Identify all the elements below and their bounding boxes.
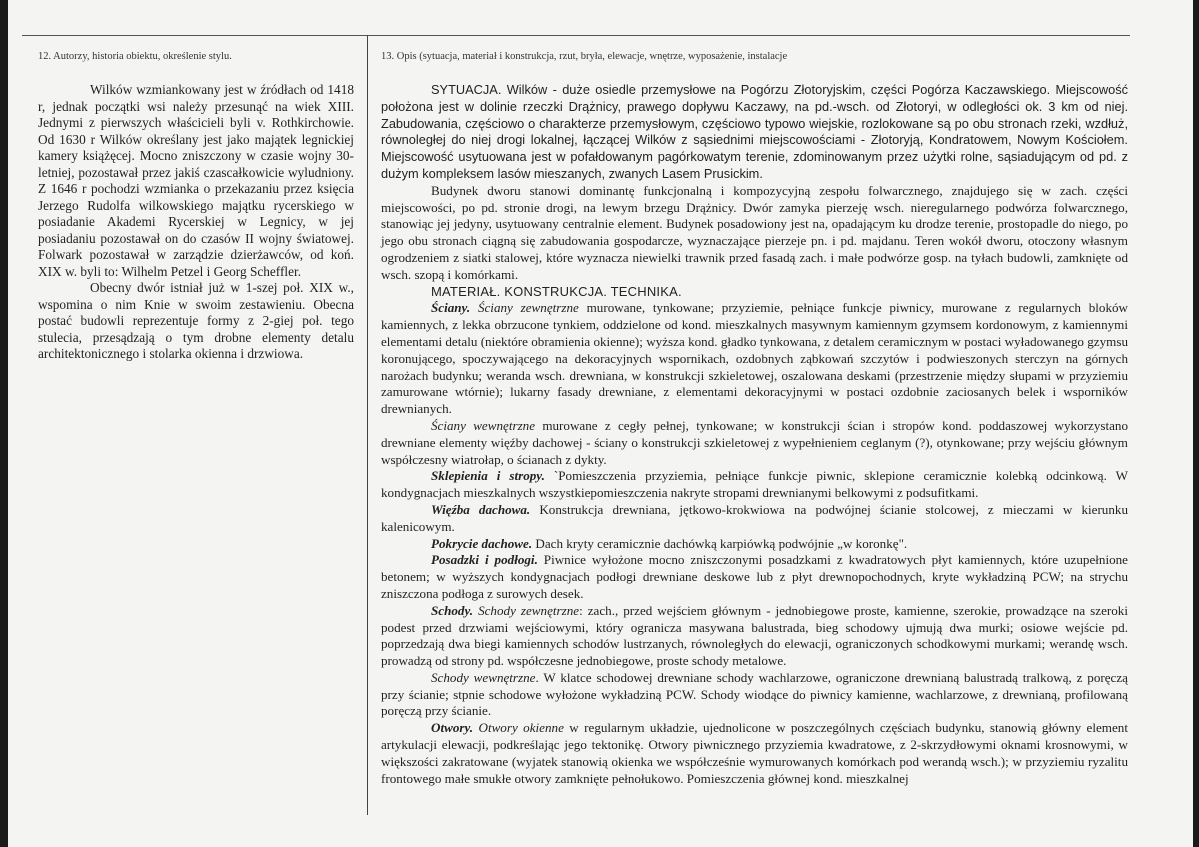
roof-truss-label: Więźba dachowa. — [431, 501, 531, 517]
scan-edge-left — [0, 0, 8, 847]
stairs-paragraph — [381, 603, 1128, 670]
section-12-header: 12. Autorzy, historia obiektu, określenie stylu. — [38, 51, 232, 62]
window-openings-label: Otwory okienne — [478, 720, 564, 736]
top-rule — [22, 35, 1130, 36]
history-paragraph-1: Wilków wzmiankowany jest w źródłach od 1418 r, jednak początki wsi należy przesunąć na wiek XIII. Jednymi z pierwszych właścicieli byli v. Rothkirchowie. Od 1630 r Wilków określany jest jako majątek legnickiej kamery książęcej. Mocno zniszczony w czasie wojny 30-letniej, pozostawał przez jakiś czascałkowicie wyludniony. Z 1646 r pochodzi wzmianka o przekazaniu przez księcia Jerzego Rudolfa wilkowskiego majątku rycerskiego w posiadanie Akademi Rycerskiej w Legnicy, w jej posiadaniu pozostawał on do czasów II wojny światowej. Folwark pozostawał w zarządzie dzierżawców, od koń. XIX w. byli to: Wilhelm Petzel i Georg Scheffler. — [38, 82, 354, 279]
walls-paragraph — [381, 300, 1128, 418]
column-divider — [367, 35, 368, 815]
interior-stairs-text: . W klatce schodowej drewniane schody wachlarzowe, ograniczone drewnianą balustradą tralkową, z poręczą przy ścianie; stpnie schodowe wyłożone wykładziną PCW. Schody wiodące do piwnicy kamienne, wachlarzowe, z drewnianą, profilowaną poręczą przy ścianie. — [381, 669, 1128, 719]
roofing-text: Dach kryty ceramicznie dachówką karpiówką podwójnie „w koronkę". — [532, 535, 908, 551]
material-heading: MATERIAŁ. KONSTRUKCJA. TECHNIKA. — [431, 283, 682, 299]
stairs-label: Schody. — [431, 602, 474, 618]
openings-text: w regularnym układzie, ujednolicone w poszczególnych częściach budynku, stanowią główny element artykulacji elewacji, podkreślając jego tektonikę. Otwory piwnicznego przyziemia kwadratowe, z 2-skrzydłowymi oknami krosnowymi, w większości zakratowane (wyjatek stanowią okienka we współcześnie wymurowanych komórkach pod werandą wsch.); w przyziemiu ryzalitu frontowego małe smukłe otwory zamknięte pełnołukowo. Pomieszczenia głównej kond. mieszkalnej — [381, 720, 1128, 786]
section-13-header: 13. Opis (sytuacja, materiał i konstrukcja, rzut, bryła, elewacje, wnętrze, wyposażenie, instalacje — [381, 51, 788, 62]
description-column — [381, 82, 1128, 787]
openings-label: Otwory. — [431, 720, 474, 736]
scan-edge-right — [1193, 0, 1199, 847]
floors-paragraph — [381, 552, 1128, 602]
vaults-text: `Pomieszczenia przyziemia, pełniące funkcje piwnic, sklepione ceramicznie kolebką odcinkową. W kondygnacjach mieszkalnych wszystkiepomieszczenia nakryte stropami drewnianymi belkowymi z podsufitkami. — [381, 468, 1128, 501]
exterior-stairs-text: : zach., przed wejściem głównym - jednobiegowe proste, kamienne, szerokie, prowadzące na szeroki podest przed drzwiami wejściowymi, który ogranicza masywana balustrada, bieg schodowy ujmują dwa murki; osiowe wejście pd. poprzedzają dwa biegi kamiennych schodów lustrzanych, równoległych do elewacji, ograniczonych schodkowymi murkami; werandę wsch. prowadzą od strony pd. współczesne jednobiegowe, proste schody metalowe. — [381, 602, 1128, 669]
interior-walls-text: murowane z cegły pełnej, tynkowane; w konstrukcji ścian i stropów kond. poddaszowej wykorzystano drewniane elementy więźby dachowej - ściany o konstrukcji szkieletowej z wypełnieniem ceglanym (?), otynkowane; przy wejściu głównym współczesny wiatrołap, o ścianach z dykty. — [381, 417, 1129, 467]
situation-paragraph: SYTUACJA. Wilków - duże osiedle przemysłowe na Pogórzu Złotoryjskim, części Pogórza Kaczawskiego. Miejscowość położona jest w dolinie rzeczki Drążnicy, prawego dopływu Kaczawy, na pd.-wsch. od Złotoryi, w odległości ok. 3 km od niej. Zabudowania, częściowo o charakterze przemysłowym, częściowo typowo wiejskie, rozlokowane są po obu stronach rzeki, wzdłuż, równoległej do niej drogi lokalnej, łączącej Wilków z sąsiednimi miejscowościami - Złotoryją, Kondratowem, Nowym Kościołem. Miejscowość usytuowana jest w pofałdowanym pagórkowatym terenie, zdominowanym przez użytki rolne, sąsiadującym od pd. z dużym kompleksem lasów mieszanych, zwanych Lasem Prusickim. — [381, 82, 1128, 181]
walls-label: Ściany. — [431, 300, 471, 316]
floors-text: Piwnice wyłożone mocno zniszczonymi posadzkami z kwadratowych płyt kamiennych, które uzupełnione betonem; w wyższych kondygnacjach podłogi drewniane deskowe lub z płyt drewnopochodnych, kryte wykładziną PCW; na strychu zniszczona podłoga z surowych desek. — [381, 552, 1128, 601]
vaults-label: Sklepienia i stropy. — [431, 468, 545, 484]
interior-stairs-label: Schody wewnętrzne — [431, 669, 536, 685]
vaults-paragraph — [381, 468, 1128, 502]
exterior-walls-label: Ściany zewnętrzne — [477, 300, 579, 316]
exterior-stairs-label: Schody zewnętrzne — [478, 602, 580, 618]
roofing-label: Pokrycie dachowe. — [431, 535, 533, 551]
roofing-paragraph — [381, 536, 1128, 553]
openings-paragraph — [381, 720, 1128, 787]
building-paragraph: Budynek dworu stanowi dominantę funkcjonalną i kompozycyjną zespołu folwarcznego, znajdujego się w zach. części miejscowości, po pd. stronie drogi, na lewym brzegu Drążnicy. Dwór zamyka pierzeję wsch. nieregularnego podwórza folwarcznego, stanowiąc jej jedyny, usytuowany centralnie element. Budynek posadowiony jest na, opadającym ku drodze terenie, prostopadle do niego, po jego obu stronach ciągną się zabudowania gospodarcze, wyznaczające pierzeje pn. i pd. majdanu. Teren wokół dworu, otoczony własnym ogrodzeniem z siatki stalowej, które wyznacza niewielki trawnik przed fasadą zach. i małe podwórze gosp. na tyłach budowli, zamknięte od wsch. szopą i komórkami. — [381, 182, 1128, 282]
interior-walls-paragraph — [381, 418, 1128, 468]
interior-stairs-paragraph — [381, 670, 1128, 720]
interior-walls-label: Ściany wewnętrzne — [431, 417, 536, 433]
history-column — [38, 82, 354, 363]
history-paragraph-2: Obecny dwór istniał już w 1-szej poł. XIX w., wspomina o nim Knie w swoim zestawieniu. Obecna postać budowli reprezentuje formy z 2-giej poł. tego stulecia, przesądzają o tym drobne elementy detalu architektonicznego i stolarka okienna i drzwiowa. — [38, 280, 354, 361]
roof-truss-paragraph — [381, 502, 1128, 536]
roof-truss-text: Konstrukcja drewniana, jętkowo-krokwiowa na podwójnej ścianie stolcowej, z mieczami w kierunku kalenicowym. — [381, 501, 1128, 534]
exterior-walls-text: murowane, tynkowane; przyziemie, pełniące funkcje piwnicy, murowane z regularnych bloków kamiennych, z lekka obrzucone tynkiem, oddzielone od kond. mieszkalnych masywnym kamiennym gzymsem kordonowym, z kamiennymi elementami detalu (niektóre obramienia okienne); wyższa kond. gładko tynkowana, z detalem ceramicznym w postaci wyładowanego gzymsu koronującego, spoczywającego na dekoracyjnych wspornikach, ozdobnych ząbkowań szczytów i podwieszonych sterczyn na górnych narożach budynku; weranda wsch. drewniana, w konstrukcji szkieletowej, oszalowana deskami (przestrzenie między słupami w przyziemiu zamurowane wtórnie); lukarny fasady drewniane, z elementami dekoracyjnymi w postaci ozdobnie zaciosanych belek i wsporników drewnianych. — [381, 300, 1128, 417]
floors-label: Posadzki i podłogi. — [431, 552, 538, 568]
